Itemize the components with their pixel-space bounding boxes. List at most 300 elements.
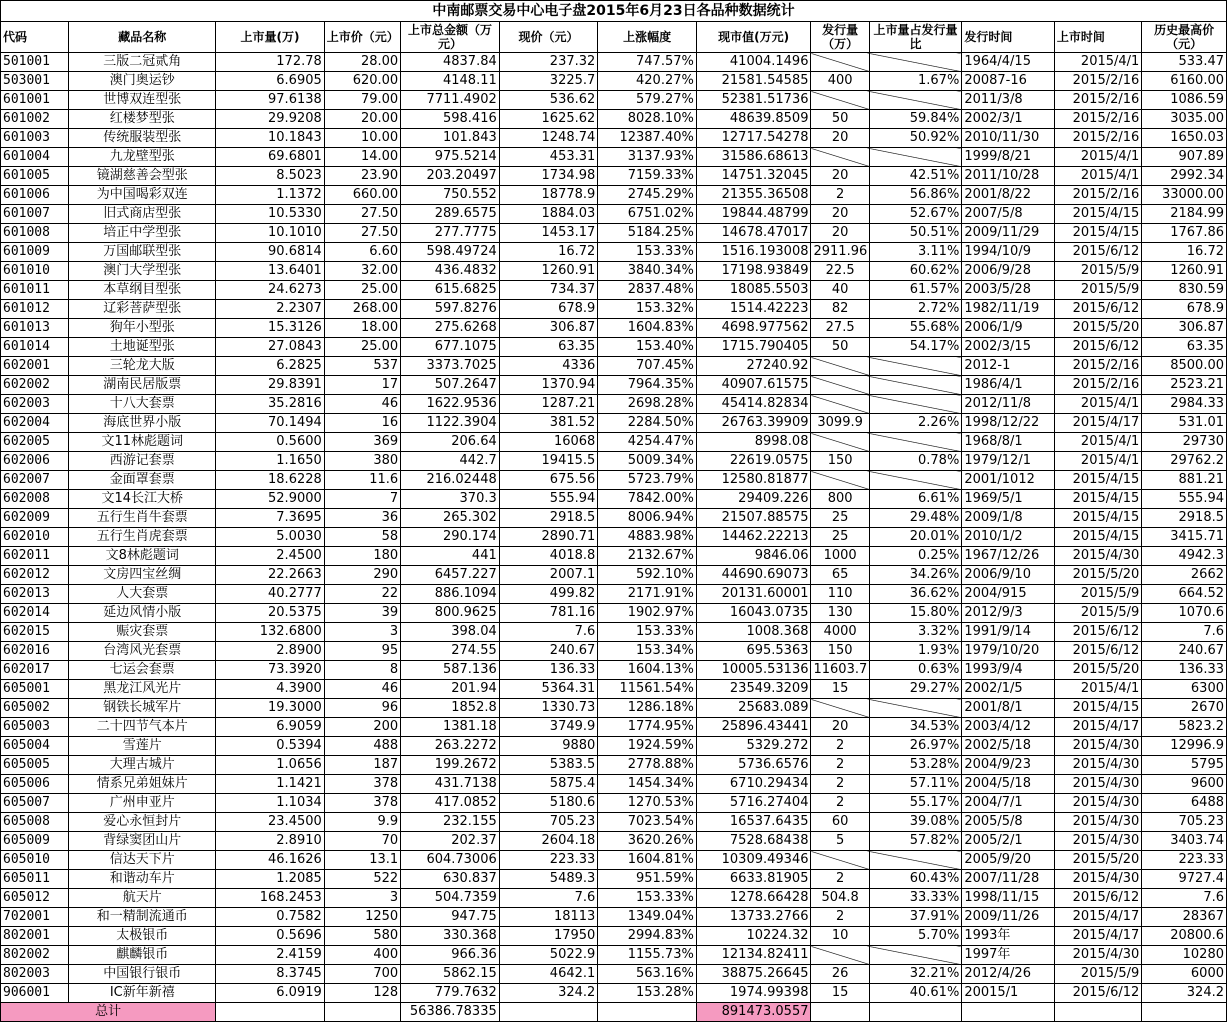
cell-name: 澳门奥运钞 [69, 72, 216, 91]
cell-issue-date: 1964/4/15 [962, 53, 1055, 72]
table-row [1, 566, 1227, 585]
cell-listing-amount: 598.49724 [401, 243, 500, 262]
cell-increase: 7023.54% [598, 813, 697, 832]
cell-historical-high: 2992.34 [1142, 167, 1227, 186]
cell-historical-high: 10280 [1142, 946, 1227, 965]
cell-issue-date: 1968/8/1 [962, 433, 1055, 452]
cell-increase: 1604.81% [598, 851, 697, 870]
cell-listing-ratio: 61.57% [869, 281, 962, 300]
cell-listing-price: 96 [324, 699, 400, 718]
cell-listing-date: 2015/5/9 [1054, 604, 1141, 623]
cell-name: 红楼梦型张 [69, 110, 216, 129]
cell-increase: 153.32% [598, 300, 697, 319]
cell-listing-price: 9.9 [324, 813, 400, 832]
cell-current-price: 16068 [499, 433, 598, 452]
cell-listing-volume: 8.3745 [216, 965, 325, 984]
table-row [1, 357, 1227, 376]
cell-listing-price: 537 [324, 357, 400, 376]
cell-market-value: 6710.29434 [696, 775, 811, 794]
cell-listing-ratio: 34.26% [869, 566, 962, 585]
cell-listing-ratio: 2.72% [869, 300, 962, 319]
total-empty-cell [324, 1003, 400, 1022]
cell-listing-volume: 27.0843 [216, 338, 325, 357]
header-row [1, 22, 1227, 53]
cell-listing-amount: 265.302 [401, 509, 500, 528]
cell-listing-volume: 2.4500 [216, 547, 325, 566]
table-row [1, 775, 1227, 794]
cell-historical-high: 3403.74 [1142, 832, 1227, 851]
cell-historical-high: 533.47 [1142, 53, 1227, 72]
cell-listing-ratio: 56.86% [869, 186, 962, 205]
table-row [1, 832, 1227, 851]
column-header-current-price: 现价（元） [499, 22, 598, 53]
cell-code: 601006 [1, 186, 69, 205]
cell-increase: 7159.33% [598, 167, 697, 186]
cell-issue-volume: 15 [811, 680, 869, 699]
cell-increase: 153.40% [598, 338, 697, 357]
cell-code: 601005 [1, 167, 69, 186]
cell-listing-volume: 1.1421 [216, 775, 325, 794]
cell-issue-volume: 110 [811, 585, 869, 604]
cell-name: 文14长江大桥 [69, 490, 216, 509]
cell-increase: 1454.34% [598, 775, 697, 794]
cell-listing-price: 20.00 [324, 110, 400, 129]
table-row [1, 319, 1227, 338]
cell-listing-amount: 201.94 [401, 680, 500, 699]
cell-listing-volume: 52.9000 [216, 490, 325, 509]
cell-listing-ratio: 34.53% [869, 718, 962, 737]
cell-listing-ratio [869, 91, 962, 110]
cell-listing-date: 2015/4/15 [1054, 205, 1141, 224]
cell-listing-volume: 0.7582 [216, 908, 325, 927]
cell-listing-price: 290 [324, 566, 400, 585]
cell-listing-volume: 10.1843 [216, 129, 325, 148]
cell-increase: 1286.18% [598, 699, 697, 718]
cell-increase: 3620.26% [598, 832, 697, 851]
cell-increase: 153.34% [598, 642, 697, 661]
cell-listing-price: 700 [324, 965, 400, 984]
cell-code: 802002 [1, 946, 69, 965]
cell-historical-high: 664.52 [1142, 585, 1227, 604]
cell-code: 602007 [1, 471, 69, 490]
cell-issue-volume [811, 376, 869, 395]
cell-issue-date: 2002/3/15 [962, 338, 1055, 357]
cell-name: IC新年新禧 [69, 984, 216, 1003]
cell-market-value: 41004.1496 [696, 53, 811, 72]
cell-issue-date: 2011/3/8 [962, 91, 1055, 110]
cell-current-price: 1884.03 [499, 205, 598, 224]
cell-current-price: 2604.18 [499, 832, 598, 851]
cell-listing-price: 620.00 [324, 72, 400, 91]
cell-current-price: 16.72 [499, 243, 598, 262]
cell-code: 601004 [1, 148, 69, 167]
cell-increase: 747.57% [598, 53, 697, 72]
cell-market-value: 14462.22213 [696, 528, 811, 547]
cell-listing-volume: 6.0919 [216, 984, 325, 1003]
cell-name: 人大套票 [69, 585, 216, 604]
cell-increase: 1155.73% [598, 946, 697, 965]
cell-listing-amount: 232.155 [401, 813, 500, 832]
cell-market-value: 16537.6435 [696, 813, 811, 832]
cell-listing-volume: 172.78 [216, 53, 325, 72]
cell-listing-amount: 779.7632 [401, 984, 500, 1003]
cell-issue-date: 2012-1 [962, 357, 1055, 376]
cell-current-price: 1248.74 [499, 129, 598, 148]
cell-listing-date: 2015/4/30 [1054, 946, 1141, 965]
cell-current-price: 1260.91 [499, 262, 598, 281]
cell-listing-date: 2015/4/30 [1054, 794, 1141, 813]
cell-market-value: 16043.0735 [696, 604, 811, 623]
cell-name: 延边风情小版 [69, 604, 216, 623]
cell-listing-price: 36 [324, 509, 400, 528]
cell-listing-amount: 886.1094 [401, 585, 500, 604]
cell-listing-date: 2015/4/15 [1054, 224, 1141, 243]
cell-issue-date: 2009/11/26 [962, 908, 1055, 927]
cell-listing-ratio: 54.17% [869, 338, 962, 357]
cell-market-value: 23549.3209 [696, 680, 811, 699]
cell-listing-amount: 800.9625 [401, 604, 500, 623]
cell-listing-ratio: 29.48% [869, 509, 962, 528]
total-listing-amount: 56386.78335 [401, 1003, 500, 1022]
total-empty-cell [499, 1003, 598, 1022]
cell-listing-date: 2015/4/15 [1054, 490, 1141, 509]
cell-listing-volume: 168.2453 [216, 889, 325, 908]
cell-issue-volume: 15 [811, 984, 869, 1003]
cell-issue-date: 1997年 [962, 946, 1055, 965]
cell-code: 605001 [1, 680, 69, 699]
cell-code: 602005 [1, 433, 69, 452]
cell-issue-date: 1991/9/14 [962, 623, 1055, 642]
cell-increase: 3137.93% [598, 148, 697, 167]
cell-increase: 2745.29% [598, 186, 697, 205]
cell-listing-amount: 431.7138 [401, 775, 500, 794]
cell-name: 太极银币 [69, 927, 216, 946]
cell-issue-volume: 150 [811, 642, 869, 661]
cell-historical-high: 6000 [1142, 965, 1227, 984]
cell-historical-high: 2670 [1142, 699, 1227, 718]
cell-name: 镜湖慈善会型张 [69, 167, 216, 186]
cell-current-price: 63.35 [499, 338, 598, 357]
cell-listing-amount: 1122.3904 [401, 414, 500, 433]
cell-increase: 4883.98% [598, 528, 697, 547]
cell-issue-date: 2001/1012 [962, 471, 1055, 490]
cell-code: 601007 [1, 205, 69, 224]
cell-historical-high: 2523.21 [1142, 376, 1227, 395]
cell-historical-high: 6300 [1142, 680, 1227, 699]
cell-listing-date: 2015/4/30 [1054, 775, 1141, 794]
cell-code: 602012 [1, 566, 69, 585]
cell-historical-high: 12996.9 [1142, 737, 1227, 756]
cell-listing-price: 22 [324, 585, 400, 604]
cell-historical-high: 8500.00 [1142, 357, 1227, 376]
cell-listing-volume: 1.0656 [216, 756, 325, 775]
cell-issue-volume: 20 [811, 205, 869, 224]
cell-market-value: 1278.66428 [696, 889, 811, 908]
cell-listing-price: 187 [324, 756, 400, 775]
cell-market-value: 26763.39909 [696, 414, 811, 433]
table-body [1, 53, 1227, 1003]
cell-issue-date: 2012/9/3 [962, 604, 1055, 623]
cell-issue-volume: 2 [811, 756, 869, 775]
cell-current-price: 237.32 [499, 53, 598, 72]
cell-market-value: 1974.99398 [696, 984, 811, 1003]
cell-code: 601010 [1, 262, 69, 281]
cell-issue-volume: 2911.96 [811, 243, 869, 262]
cell-market-value: 5716.27404 [696, 794, 811, 813]
cell-listing-price: 3 [324, 889, 400, 908]
cell-increase: 1924.59% [598, 737, 697, 756]
cell-current-price: 5022.9 [499, 946, 598, 965]
table-row [1, 129, 1227, 148]
cell-issue-volume: 26 [811, 965, 869, 984]
cell-increase: 2698.28% [598, 395, 697, 414]
cell-historical-high: 4942.3 [1142, 547, 1227, 566]
table-row [1, 395, 1227, 414]
cell-name: 澳门大学型张 [69, 262, 216, 281]
cell-historical-high: 2662 [1142, 566, 1227, 585]
cell-code: 601011 [1, 281, 69, 300]
cell-current-price: 678.9 [499, 300, 598, 319]
cell-name: 万国邮联型张 [69, 243, 216, 262]
cell-market-value: 14751.32045 [696, 167, 811, 186]
table-row [1, 680, 1227, 699]
cell-issue-date: 1993/9/4 [962, 661, 1055, 680]
cell-current-price: 4018.8 [499, 547, 598, 566]
cell-issue-date: 1979/12/1 [962, 452, 1055, 471]
total-empty-cell [598, 1003, 697, 1022]
cell-issue-date: 2001/8/22 [962, 186, 1055, 205]
cell-issue-volume [811, 946, 869, 965]
table-row [1, 414, 1227, 433]
cell-listing-volume: 15.3126 [216, 319, 325, 338]
cell-issue-date: 2006/9/28 [962, 262, 1055, 281]
table-row [1, 927, 1227, 946]
cell-listing-volume: 19.3000 [216, 699, 325, 718]
table-row [1, 851, 1227, 870]
cell-current-price: 3225.7 [499, 72, 598, 91]
cell-historical-high: 29762.2 [1142, 452, 1227, 471]
cell-listing-date: 2015/4/17 [1054, 908, 1141, 927]
cell-market-value: 10309.49346 [696, 851, 811, 870]
cell-code: 605005 [1, 756, 69, 775]
cell-listing-amount: 417.0852 [401, 794, 500, 813]
cell-name: 台湾风光套票 [69, 642, 216, 661]
cell-historical-high: 324.2 [1142, 984, 1227, 1003]
cell-issue-date: 1969/5/1 [962, 490, 1055, 509]
cell-issue-volume [811, 91, 869, 110]
cell-issue-date: 2007/5/8 [962, 205, 1055, 224]
cell-listing-volume: 24.6273 [216, 281, 325, 300]
cell-listing-date: 2015/4/30 [1054, 547, 1141, 566]
cell-name: 黑龙江风光片 [69, 680, 216, 699]
cell-listing-date: 2015/5/20 [1054, 319, 1141, 338]
cell-listing-ratio [869, 433, 962, 452]
cell-listing-amount: 442.7 [401, 452, 500, 471]
cell-listing-amount: 4148.11 [401, 72, 500, 91]
table-row [1, 509, 1227, 528]
cell-listing-date: 2015/4/30 [1054, 756, 1141, 775]
cell-issue-volume: 504.8 [811, 889, 869, 908]
cell-current-price: 381.52 [499, 414, 598, 433]
cell-name: 培正中学型张 [69, 224, 216, 243]
cell-listing-volume: 69.6801 [216, 148, 325, 167]
cell-name: 和谐动车片 [69, 870, 216, 889]
cell-listing-amount: 199.2672 [401, 756, 500, 775]
cell-current-price: 324.2 [499, 984, 598, 1003]
cell-listing-ratio [869, 148, 962, 167]
cell-current-price: 7.6 [499, 623, 598, 642]
cell-name: 世博双连型张 [69, 91, 216, 110]
cell-historical-high: 531.01 [1142, 414, 1227, 433]
cell-code: 602001 [1, 357, 69, 376]
cell-listing-volume: 1.1034 [216, 794, 325, 813]
cell-listing-price: 380 [324, 452, 400, 471]
cell-historical-high: 7.6 [1142, 623, 1227, 642]
cell-listing-price: 14.00 [324, 148, 400, 167]
cell-historical-high: 2918.5 [1142, 509, 1227, 528]
cell-listing-ratio: 52.67% [869, 205, 962, 224]
cell-market-value: 17198.93849 [696, 262, 811, 281]
cell-listing-price: 39 [324, 604, 400, 623]
cell-name: 文11林彪题词 [69, 433, 216, 452]
cell-code: 602014 [1, 604, 69, 623]
cell-listing-date: 2015/4/15 [1054, 528, 1141, 547]
cell-name: 信达天下片 [69, 851, 216, 870]
cell-code: 602009 [1, 509, 69, 528]
cell-issue-date: 2007/11/28 [962, 870, 1055, 889]
cell-increase: 8028.10% [598, 110, 697, 129]
table-row [1, 110, 1227, 129]
cell-increase: 2837.48% [598, 281, 697, 300]
cell-listing-amount: 1852.8 [401, 699, 500, 718]
cell-current-price: 2007.1 [499, 566, 598, 585]
cell-listing-volume: 6.2825 [216, 357, 325, 376]
cell-listing-date: 2015/2/16 [1054, 72, 1141, 91]
cell-listing-price: 128 [324, 984, 400, 1003]
total-empty-cell [962, 1003, 1055, 1022]
cell-issue-date: 2005/9/20 [962, 851, 1055, 870]
cell-listing-amount: 947.75 [401, 908, 500, 927]
cell-code: 503001 [1, 72, 69, 91]
cell-listing-ratio [869, 699, 962, 718]
cell-historical-high: 881.21 [1142, 471, 1227, 490]
cell-historical-high: 1070.6 [1142, 604, 1227, 623]
cell-listing-ratio: 0.25% [869, 547, 962, 566]
cell-historical-high: 1650.03 [1142, 129, 1227, 148]
cell-listing-date: 2015/5/20 [1054, 661, 1141, 680]
table-row [1, 471, 1227, 490]
cell-market-value: 7528.68438 [696, 832, 811, 851]
cell-issue-volume: 20 [811, 167, 869, 186]
table-row [1, 870, 1227, 889]
cell-historical-high: 5823.2 [1142, 718, 1227, 737]
cell-name: 中国银行银币 [69, 965, 216, 984]
cell-listing-amount: 1381.18 [401, 718, 500, 737]
cell-name: 大理古城片 [69, 756, 216, 775]
cell-market-value: 25896.43441 [696, 718, 811, 737]
total-empty-cell [216, 1003, 325, 1022]
cell-historical-high: 2184.99 [1142, 205, 1227, 224]
cell-name: 湖南民居版票 [69, 376, 216, 395]
table-row [1, 262, 1227, 281]
cell-listing-amount: 436.4832 [401, 262, 500, 281]
cell-listing-date: 2015/4/1 [1054, 433, 1141, 452]
cell-code: 601014 [1, 338, 69, 357]
cell-current-price: 223.33 [499, 851, 598, 870]
cell-listing-ratio: 20.01% [869, 528, 962, 547]
cell-historical-high: 63.35 [1142, 338, 1227, 357]
cell-market-value: 29409.226 [696, 490, 811, 509]
cell-listing-volume: 2.8910 [216, 832, 325, 851]
cell-listing-price: 1250 [324, 908, 400, 927]
column-header-name: 藏品名称 [69, 22, 216, 53]
cell-code: 605008 [1, 813, 69, 832]
cell-listing-ratio: 1.67% [869, 72, 962, 91]
cell-listing-ratio [869, 376, 962, 395]
cell-current-price: 453.31 [499, 148, 598, 167]
cell-issue-date: 2004/7/1 [962, 794, 1055, 813]
cell-increase: 153.33% [598, 623, 697, 642]
cell-listing-price: 79.00 [324, 91, 400, 110]
cell-increase: 592.10% [598, 566, 697, 585]
cell-listing-date: 2015/5/9 [1054, 262, 1141, 281]
cell-issue-date: 1982/11/19 [962, 300, 1055, 319]
cell-name: 文房四宝丝绸 [69, 566, 216, 585]
cell-listing-volume: 2.8900 [216, 642, 325, 661]
cell-increase: 2132.67% [598, 547, 697, 566]
cell-name: 海底世界小版 [69, 414, 216, 433]
table-row [1, 661, 1227, 680]
cell-issue-volume [811, 53, 869, 72]
cell-historical-high: 678.9 [1142, 300, 1227, 319]
cell-name: 三轮龙大版 [69, 357, 216, 376]
cell-increase: 1349.04% [598, 908, 697, 927]
cell-increase: 6751.02% [598, 205, 697, 224]
cell-increase: 563.16% [598, 965, 697, 984]
cell-market-value: 1514.42223 [696, 300, 811, 319]
cell-name: 土地诞型张 [69, 338, 216, 357]
cell-name: 钢铁长城军片 [69, 699, 216, 718]
cell-listing-ratio: 40.61% [869, 984, 962, 1003]
cell-listing-date: 2015/4/15 [1054, 699, 1141, 718]
cell-code: 605007 [1, 794, 69, 813]
cell-listing-date: 2015/4/17 [1054, 718, 1141, 737]
cell-code: 602013 [1, 585, 69, 604]
cell-increase: 153.28% [598, 984, 697, 1003]
cell-listing-price: 580 [324, 927, 400, 946]
cell-listing-amount: 274.55 [401, 642, 500, 661]
cell-listing-amount: 1622.9536 [401, 395, 500, 414]
cell-listing-date: 2015/4/30 [1054, 737, 1141, 756]
cell-market-value: 9846.06 [696, 547, 811, 566]
cell-listing-price: 17 [324, 376, 400, 395]
cell-listing-volume: 6.9059 [216, 718, 325, 737]
cell-listing-ratio [869, 946, 962, 965]
cell-issue-volume: 1000 [811, 547, 869, 566]
cell-increase: 12387.40% [598, 129, 697, 148]
cell-current-price: 5875.4 [499, 775, 598, 794]
cell-issue-volume: 3099.9 [811, 414, 869, 433]
cell-listing-ratio: 55.17% [869, 794, 962, 813]
cell-historical-high: 16.72 [1142, 243, 1227, 262]
cell-current-price: 306.87 [499, 319, 598, 338]
cell-listing-price: 27.50 [324, 224, 400, 243]
cell-code: 601013 [1, 319, 69, 338]
cell-listing-date: 2015/6/12 [1054, 338, 1141, 357]
cell-historical-high: 28367 [1142, 908, 1227, 927]
cell-issue-date: 1998/11/15 [962, 889, 1055, 908]
cell-increase: 1270.53% [598, 794, 697, 813]
